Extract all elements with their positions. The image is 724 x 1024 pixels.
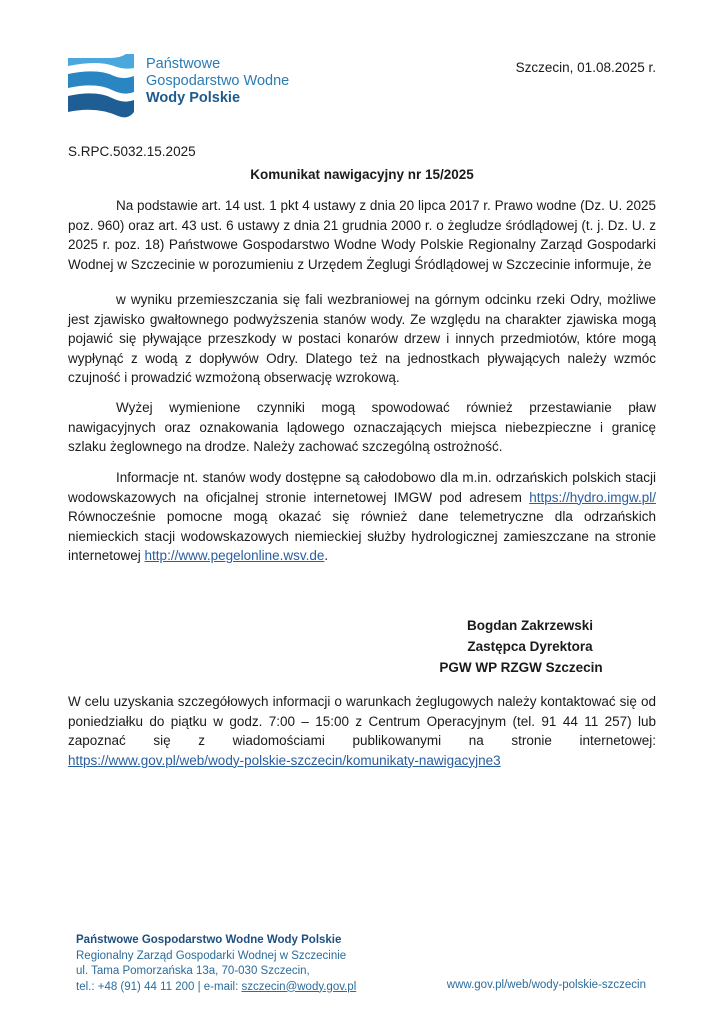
komunikaty-link[interactable]: https://www.gov.pl/web/wody-polskie-szczecin/komunikaty-nawigacyjne3 <box>68 752 501 768</box>
footer-street: ul. Tama Pomorzańska 13a, 70-030 Szczecin, <box>76 965 310 977</box>
signatory-name: Bogdan Zakrzewski <box>466 618 594 633</box>
footer-website[interactable]: www.gov.pl/web/wody-polskie-szczecin <box>446 979 646 991</box>
logo-line-3: Wody Polskie <box>146 90 241 106</box>
logo-line-1: Państwowe <box>146 56 221 72</box>
paragraph-4-text-2: Równocześnie pomocne mogą okazać się również dane telemetryczne dla odrzańskich niemieckich stacji wodowskazowych niemieckiej służby hydrologicznej zamieszczane na stronie internetowej <box>68 509 656 564</box>
document-title: Komunikat nawigacyjny nr 15/2025 <box>250 167 474 182</box>
paragraph-3-text: Wyżej wymienione czynniki mogą spowodować również przestawianie pław nawigacyjnych oraz oznakowania lądowego oznaczających miejsca niebezpieczne i granicę szlaku żeglownego na drodze. Należy zachować szczególną ostrożność. <box>68 400 656 455</box>
pegelonline-link[interactable]: http://www.pegelonline.wsv.de <box>144 548 325 564</box>
logo-line-2: Gospodarstwo Wodne <box>146 73 290 89</box>
footer-email-link[interactable]: szczecin@wody.gov.pl <box>241 980 357 993</box>
logo <box>68 54 298 120</box>
footer-unit: Regionalny Zarząd Gospodarki Wodnej w Szczecinie <box>76 949 347 962</box>
imgw-link[interactable]: https://hydro.imgw.pl/ <box>529 489 656 505</box>
paragraph-legal-basis <box>68 196 656 274</box>
paragraph-water-levels <box>68 468 656 566</box>
footer-org: Państwowe Gospodarstwo Wodne Wody Polskie <box>76 934 342 946</box>
footer-phone: tel.: +48 (91) 44 11 200 | e-mail: <box>76 980 242 993</box>
paragraph-4-end: . <box>324 548 329 564</box>
paragraph-buoys <box>68 398 656 457</box>
waves-logo-icon <box>68 54 134 120</box>
paragraph-1-text: Na podstawie art. 14 ust. 1 pkt 4 ustawy z dnia 20 lipca 2017 r. Prawo wodne (Dz. U. 2025 poz. 960) oraz art. 43 ust. 6 ustawy z dnia 21 grudnia 2000 r. o żegludze śródlądowej (t. j. Dz. U. z 2025 r. poz. 18) Państwowe Gospodarstwo Wodne Wody Polskie Regionalny Zarząd Gospodarki Wodnej w Szczecinie w porozumieniu z Urzędem Żeglugi Śródlądowej w Szczecinie informuje, że <box>68 198 656 272</box>
footer-contact <box>76 980 356 996</box>
paragraph-contact <box>68 692 656 770</box>
footer-address <box>76 933 356 995</box>
paragraph-2-text: w wyniku przemieszczania się fali wezbraniowej na górnym odcinku rzeki Odry, możliwe jest zjawisko gwałtownego podwyższenia stanów wody. Ze względu na charakter zjawiska mogą pojawić się pływające przeszkody w postaci konarów drzew i innych przedmiotów, które mogą wypłynąć z wodą z dopływów Odry. Dlatego też na jednostkach pływających należy wzmóc czujność i prowadzić wzmożoną obserwację wzrokową. <box>68 292 656 386</box>
logo-text <box>146 56 289 107</box>
paragraph-4-text-1: Informacje nt. stanów wody dostępne są całodobowo dla m.in. odrzańskich polskich stacji wodowskazowych na oficjalnej stronie internetowej IMGW pod adresem <box>68 470 656 505</box>
signature-block <box>440 615 620 678</box>
contact-text: W celu uzyskania szczegółowych informacji o warunkach żeglugowych należy kontaktować się od poniedziałku do piątku w godz. 7:00 – 15:00 z Centrum Operacyjnym (tel. 91 44 11 257) lub zapoznać się z wiadomościami publikowanymi na stronie internetowej: <box>68 694 656 749</box>
document-date: Szczecin, 01.08.2025 r. <box>515 60 656 75</box>
signatory-unit: PGW WP RZGW Szczecin <box>439 660 603 675</box>
reference-number: S.RPC.5032.15.2025 <box>68 144 196 159</box>
paragraph-warning <box>68 290 656 388</box>
signatory-position: Zastępca Dyrektora <box>467 639 593 654</box>
